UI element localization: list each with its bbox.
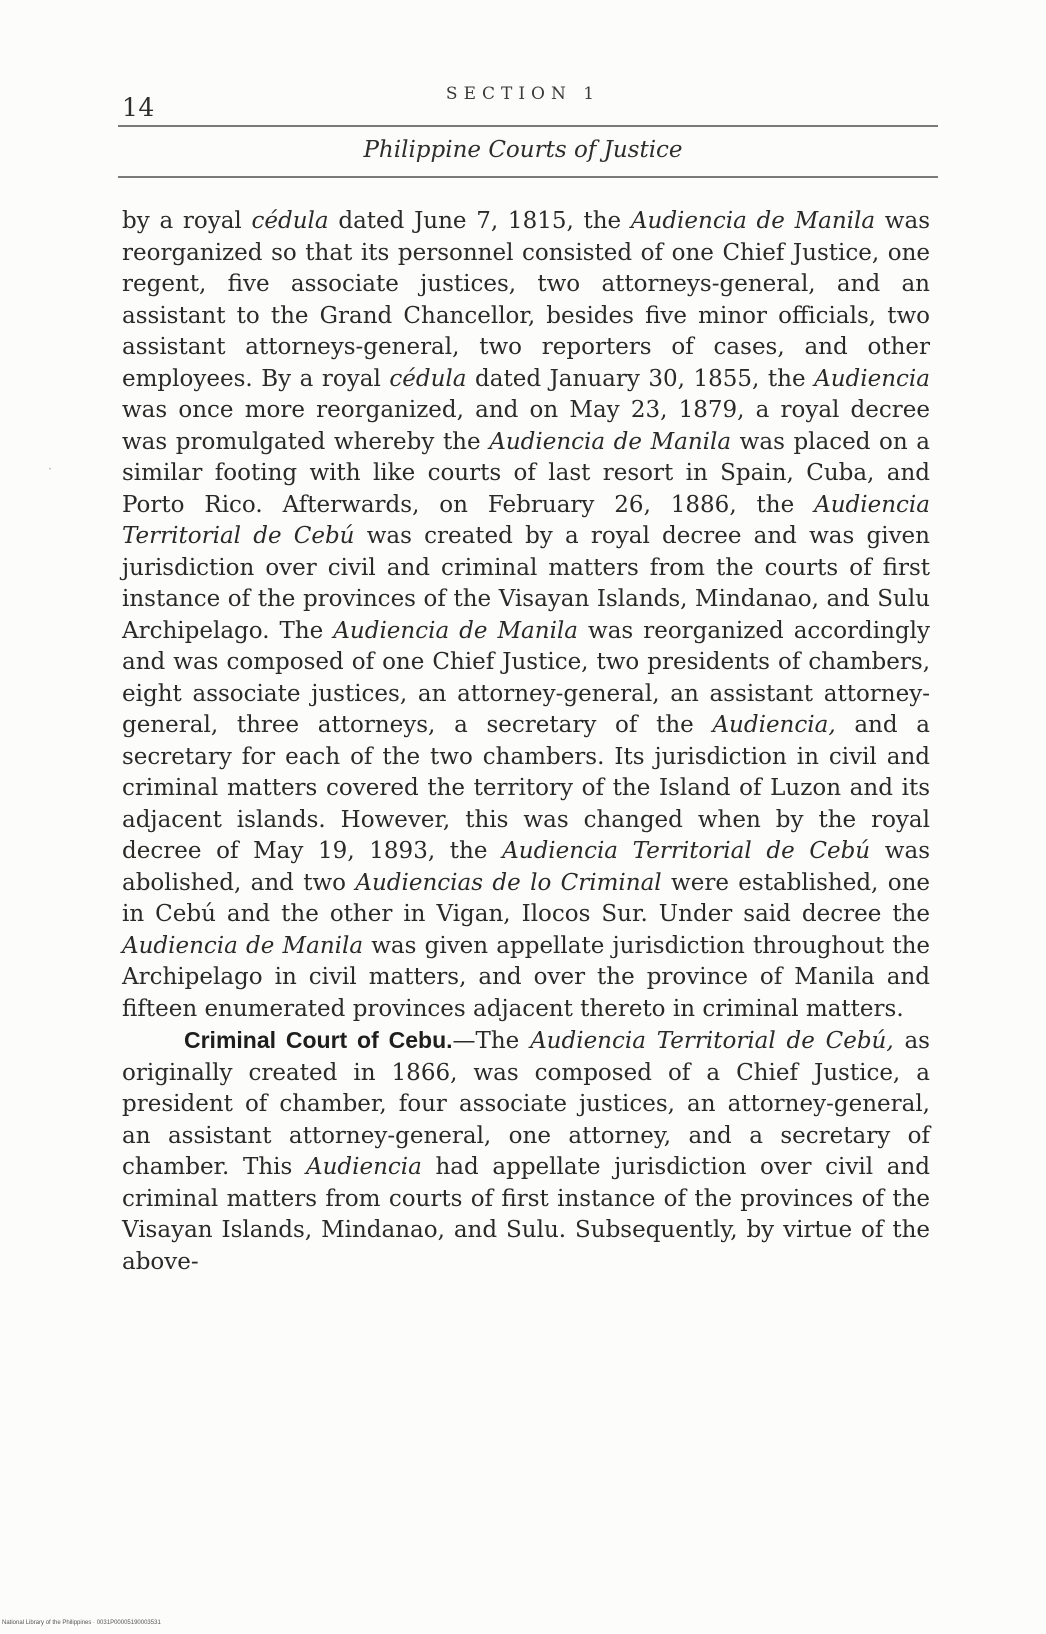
text-run: had appellate jurisdiction over civil and criminal matters from courts of first instance of the provinces of the Visayan Islands, Mindanao, and Sulu. Subsequently, by virtue of the above- bbox=[122, 1154, 931, 1275]
italic-run: Audiencias de lo Criminal bbox=[355, 869, 662, 896]
text-run: was reorganized accordingly and was composed of one Chief Justice, two presidents of chambers, eight associate justices, an attorney-general, an assistant attorney-general, three attorneys, a secretary of the bbox=[122, 617, 930, 738]
text-run: — bbox=[452, 1028, 476, 1054]
italic-run: Audiencia de Manila bbox=[489, 428, 732, 455]
text-run: The bbox=[475, 1028, 531, 1054]
text-run: was created by a royal decree and was given jurisdiction over civil and criminal matters from the courts of first instance of the provinces of the Visayan Islands, Mindanao, and Sulu Archipelago. The bbox=[122, 523, 930, 644]
section-heading-criminal-court-of-cebu: Criminal Court of Cebu. bbox=[184, 1027, 453, 1053]
section-label: SECTION 1 bbox=[445, 84, 601, 104]
text-run: as originally created in 1866, was composed of a Chief Justice, a president of chamber, four associate justices, an attorney-general, an assistant attorney-general, one attorney, and a secretary of chamber. This bbox=[122, 1028, 930, 1180]
italic-run: cédula bbox=[389, 365, 467, 392]
scan-credit: National Library of the Philippines · 0031P00005190003531 bbox=[2, 1620, 161, 1626]
paragraph-1 bbox=[122, 206, 930, 1025]
italic-run: Audiencia Territorial de Cebú, bbox=[530, 1028, 894, 1054]
italic-run: cédula bbox=[251, 208, 329, 234]
header-rule-top bbox=[118, 125, 938, 127]
text-run: was placed on a similar footing with like courts of last resort in Spain, Cuba, and Porto Rico. Afterwards, on February 26, 1886, the bbox=[122, 428, 931, 518]
paragraph-2 bbox=[122, 1025, 930, 1278]
text-run: was abolished, and two bbox=[122, 838, 930, 896]
body-text bbox=[122, 206, 930, 1278]
text-run: dated January 30, 1855, the bbox=[466, 365, 815, 392]
italic-run: Audiencia bbox=[814, 365, 930, 392]
header-rule-bottom bbox=[118, 176, 938, 178]
italic-run: Audiencia Territorial de Cebú bbox=[502, 838, 871, 864]
text-run: was once more reorganized, and on May 23, 1879, a royal decree was promulgated whereby the bbox=[122, 397, 930, 455]
page-number: 14 bbox=[122, 93, 155, 122]
text-run: dated June 7, 1815, the bbox=[328, 208, 631, 234]
text-run: was reorganized so that its personnel consisted of one Chief Justice, one regent, five associate justices, two attorneys-general, and an assistant to the Grand Chancellor, besides five minor officials, two assistant attorneys-general, two reporters of cases, and other employees. By a royal bbox=[122, 208, 931, 392]
italic-run: Audiencia de Manila bbox=[630, 208, 876, 234]
text-run: by a royal bbox=[122, 208, 252, 234]
italic-run: Audiencia de Manila bbox=[122, 932, 364, 959]
margin-speck: · bbox=[48, 462, 53, 477]
italic-run: Audiencia de Manila bbox=[333, 617, 579, 644]
italic-run: Audiencia, bbox=[712, 712, 836, 738]
text-run: were established, one in Cebú and the other in Vigan, Ilocos Sur. Under said decree the bbox=[122, 869, 930, 927]
text-run: and a secretary for each of the two chambers. Its jurisdiction in civil and criminal matters covered the territory of the Island of Luzon and its adjacent islands. However, this was changed when by the royal decree of May 19, 1893, the bbox=[122, 712, 930, 864]
running-title: Philippine Courts of Justice bbox=[363, 137, 683, 163]
italic-run: Audiencia bbox=[305, 1154, 422, 1180]
italic-run: Audiencia Territorial de Cebú bbox=[122, 491, 930, 549]
text-run: was given appellate jurisdiction throughout the Archipelago in civil matters, and over the province of Manila and fifteen enumerated provinces adjacent thereto in criminal matters. bbox=[122, 932, 930, 1022]
